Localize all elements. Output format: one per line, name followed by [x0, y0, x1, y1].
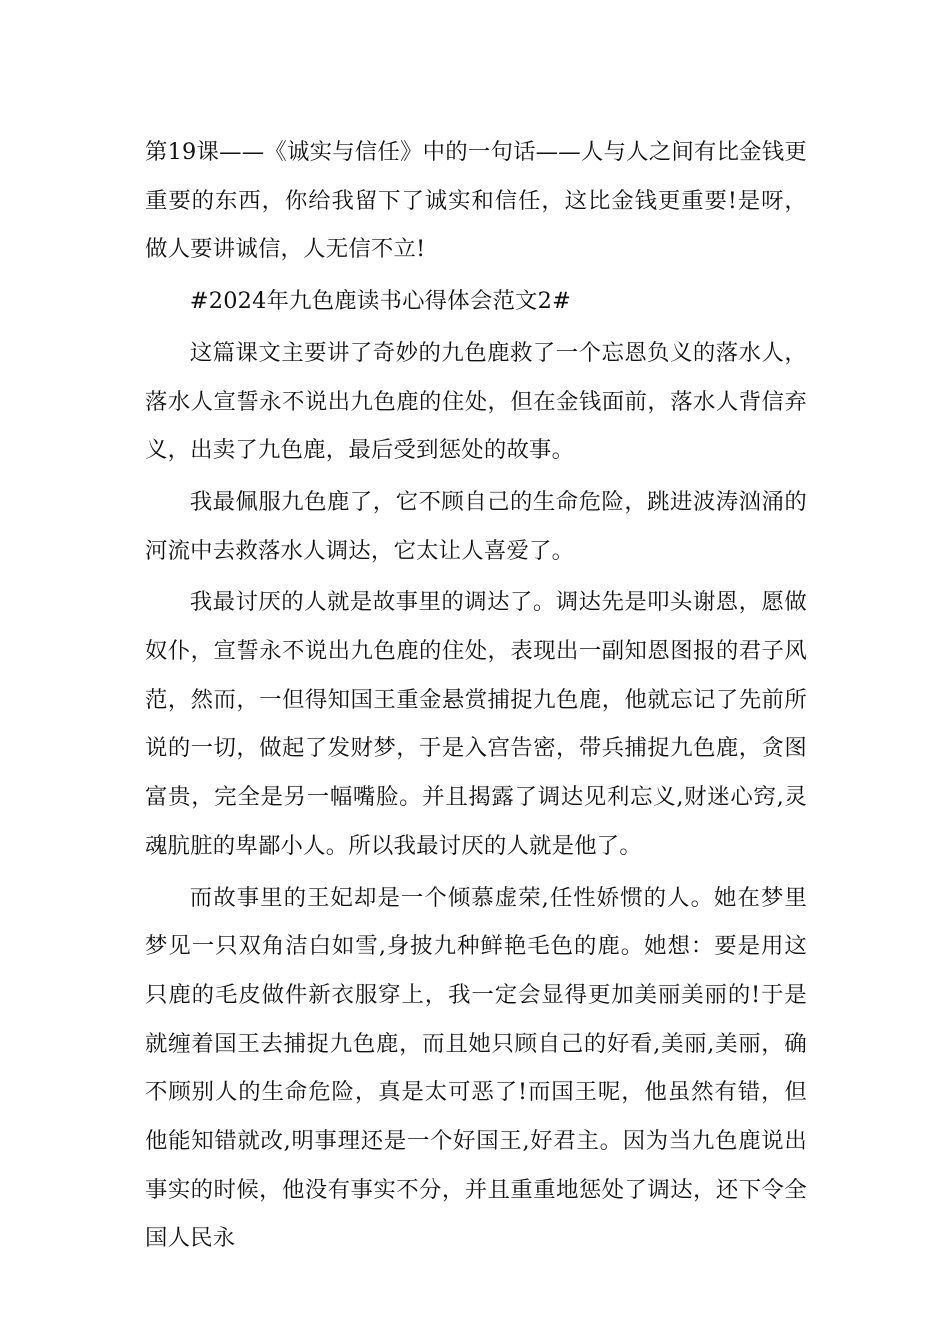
paragraph-4: 我最佩服九色鹿了，它不顾自己的生命危险，跳进波涛汹涌的河流中去救落水人调达，它太让人喜爱了。 [145, 488, 807, 564]
paragraph-6: 而故事里的王妃却是一个倾慕虚荣,任性娇惯的人。她在梦里梦见一只双角洁白如雪,身披九种鲜艳毛色的鹿。她想：要是用这只鹿的毛皮做件新衣服穿上，我一定会显得更加美丽美丽的!于是就缠着国王去捕捉九色鹿，而且她只顾自己的好看,美丽,美丽，确不顾别人的生命危险，真是太可恶了!而国王呢，他虽然有错，但他能知错就改,明事理还是一个好国王,好君主。因为当九色鹿说出事实的时候，他没有事实不分，并且重重地惩处了调达，还下令全国人民永 [145, 884, 807, 1252]
paragraph-2-heading: #2024年九色鹿读书心得体会范文2# [189, 288, 572, 315]
document-body [145, 128, 807, 1263]
paragraph-5: 我最讨厌的人就是故事里的调达了。调达先是叩头谢恩，愿做奴仆，宣誓永不说出九色鹿的住处，表现出一副知恩图报的君子风范，然而，一但得知国王重金悬赏捕捉九色鹿，他就忘记了先前所说的一切，做起了发财梦，于是入宫告密，带兵捕捉九色鹿，贪图富贵，完全是另一幅嘴脸。并且揭露了调达见利忘义,财迷心窍,灵魂肮脏的卑鄙小人。所以我最讨厌的人就是他了。 [145, 589, 807, 859]
paragraph-3: 这篇课文主要讲了奇妙的九色鹿救了一个忘恩负义的落水人，落水人宣誓永不说出九色鹿的住处，但在金钱面前，落水人背信弃义，出卖了九色鹿，最后受到惩处的故事。 [145, 339, 807, 464]
paragraph-1: 第19课——《诚实与信任》中的一句话——人与人之间有比金钱更重要的东西，你给我留下了诚实和信任，这比金钱更重要!是呀，做人要讲诚信，人无信不立! [145, 139, 807, 263]
